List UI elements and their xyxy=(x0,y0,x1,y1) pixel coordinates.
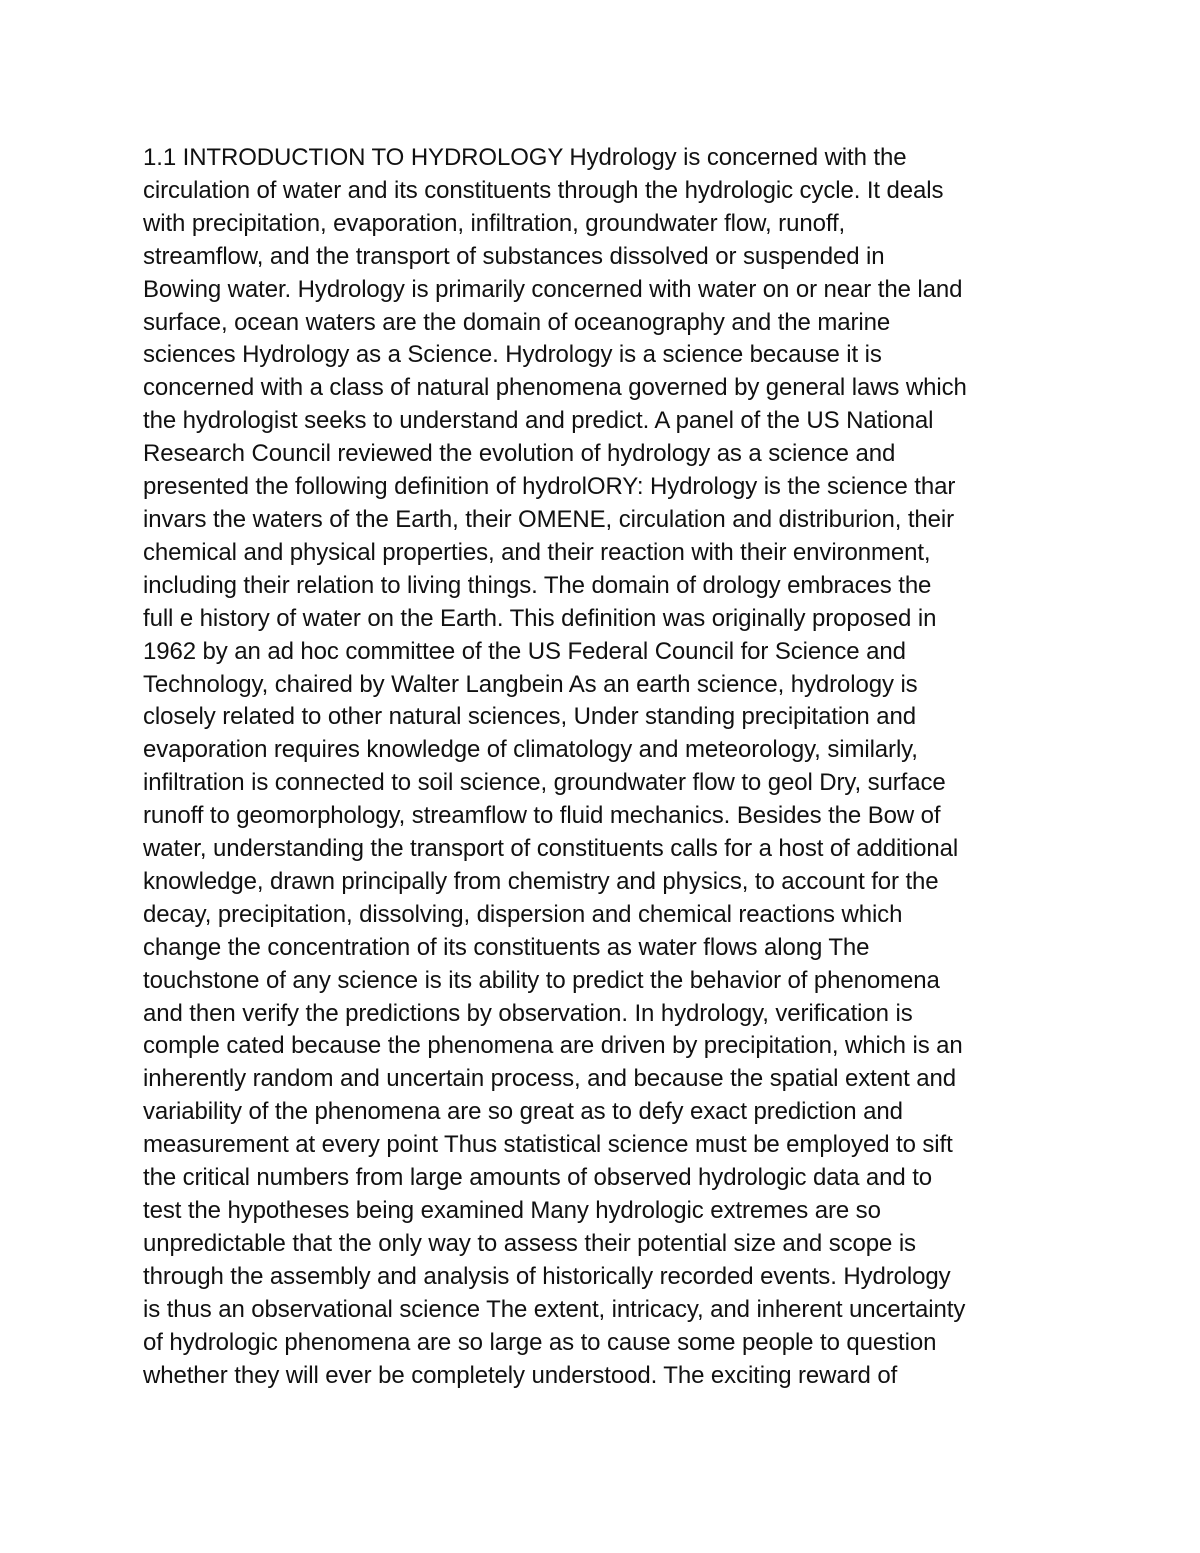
text-line: the critical numbers from large amounts of observed hydrologic data and to xyxy=(143,1164,933,1192)
text-line: runoff to geomorphology, streamflow to fluid mechanics. Besides the Bow of xyxy=(143,802,941,830)
text-line: Technology, chaired by Walter Langbein As an earth science, hydrology is xyxy=(143,670,918,698)
text-line: knowledge, drawn principally from chemistry and physics, to account for the xyxy=(143,867,939,895)
text-line: touchstone of any science is its ability to predict the behavior of phenomena xyxy=(143,966,940,994)
text-line: variability of the phenomena are so great as to defy exact prediction and xyxy=(143,1098,903,1126)
text-line: infiltration is connected to soil science, groundwater flow to geol Dry, surface xyxy=(143,769,946,797)
text-line: inherently random and uncertain process, and because the spatial extent and xyxy=(143,1065,957,1093)
text-line: comple cated because the phenomena are driven by precipitation, which is an xyxy=(143,1032,963,1060)
text-line: including their relation to living things. The domain of drology embraces the xyxy=(143,571,932,599)
text-line: is thus an observational science The extent, intricacy, and inherent uncertainty xyxy=(143,1295,966,1323)
text-line: evaporation requires knowledge of climatology and meteorology, similarly, xyxy=(143,736,918,764)
text-line: concerned with a class of natural phenomena governed by general laws which xyxy=(143,374,967,402)
text-line: the hydrologist seeks to understand and predict. A panel of the US National xyxy=(143,407,934,435)
text-line: streamflow, and the transport of substances dissolved or suspended in xyxy=(143,242,885,270)
text-line: decay, precipitation, dissolving, dispersion and chemical reactions which xyxy=(143,900,903,928)
text-line: unpredictable that the only way to assess their potential size and scope is xyxy=(143,1229,916,1257)
text-line: of hydrologic phenomena are so large as to cause some people to question xyxy=(143,1328,937,1356)
text-line: with precipitation, evaporation, infiltration, groundwater flow, runoff, xyxy=(143,209,846,237)
text-line: full e history of water on the Earth. This definition was originally proposed in xyxy=(143,604,937,632)
text-line: sciences Hydrology as a Science. Hydrology is a science because it is xyxy=(143,341,882,369)
text-line: change the concentration of its constituents as water flows along The xyxy=(143,933,870,961)
text-line: and then verify the predictions by observation. In hydrology, verification is xyxy=(143,999,913,1027)
text-line: measurement at every point Thus statistical science must be employed to sift xyxy=(143,1131,953,1159)
text-line: invars the waters of the Earth, their OMENE, circulation and distriburion, their xyxy=(143,505,955,533)
text-line: 1.1 INTRODUCTION TO HYDROLOGY Hydrology is concerned with the xyxy=(143,144,907,171)
text-line: circulation of water and its constituents through the hydrologic cycle. It deals xyxy=(143,176,944,204)
text-line: whether they will ever be completely understood. The exciting reward of xyxy=(143,1361,898,1389)
text-line: closely related to other natural sciences, Under standing precipitation and xyxy=(143,703,916,731)
text-line: through the assembly and analysis of historically recorded events. Hydrology xyxy=(143,1262,951,1290)
text-line: chemical and physical properties, and their reaction with their environment, xyxy=(143,538,931,566)
body-text xyxy=(143,142,1083,1392)
text-line: test the hypotheses being examined Many hydrologic extremes are so xyxy=(143,1197,881,1224)
text-line: water, understanding the transport of constituents calls for a host of additional xyxy=(143,835,959,863)
text-line: 1962 by an ad hoc committee of the US Federal Council for Science and xyxy=(143,637,906,665)
text-line: Research Council reviewed the evolution of hydrology as a science and xyxy=(143,440,896,468)
text-line: presented the following definition of hydrolORY: Hydrology is the science thar xyxy=(143,473,956,501)
text-line: Bowing water. Hydrology is primarily concerned with water on or near the land xyxy=(143,275,963,303)
text-line: surface, ocean waters are the domain of oceanography and the marine xyxy=(143,308,891,336)
